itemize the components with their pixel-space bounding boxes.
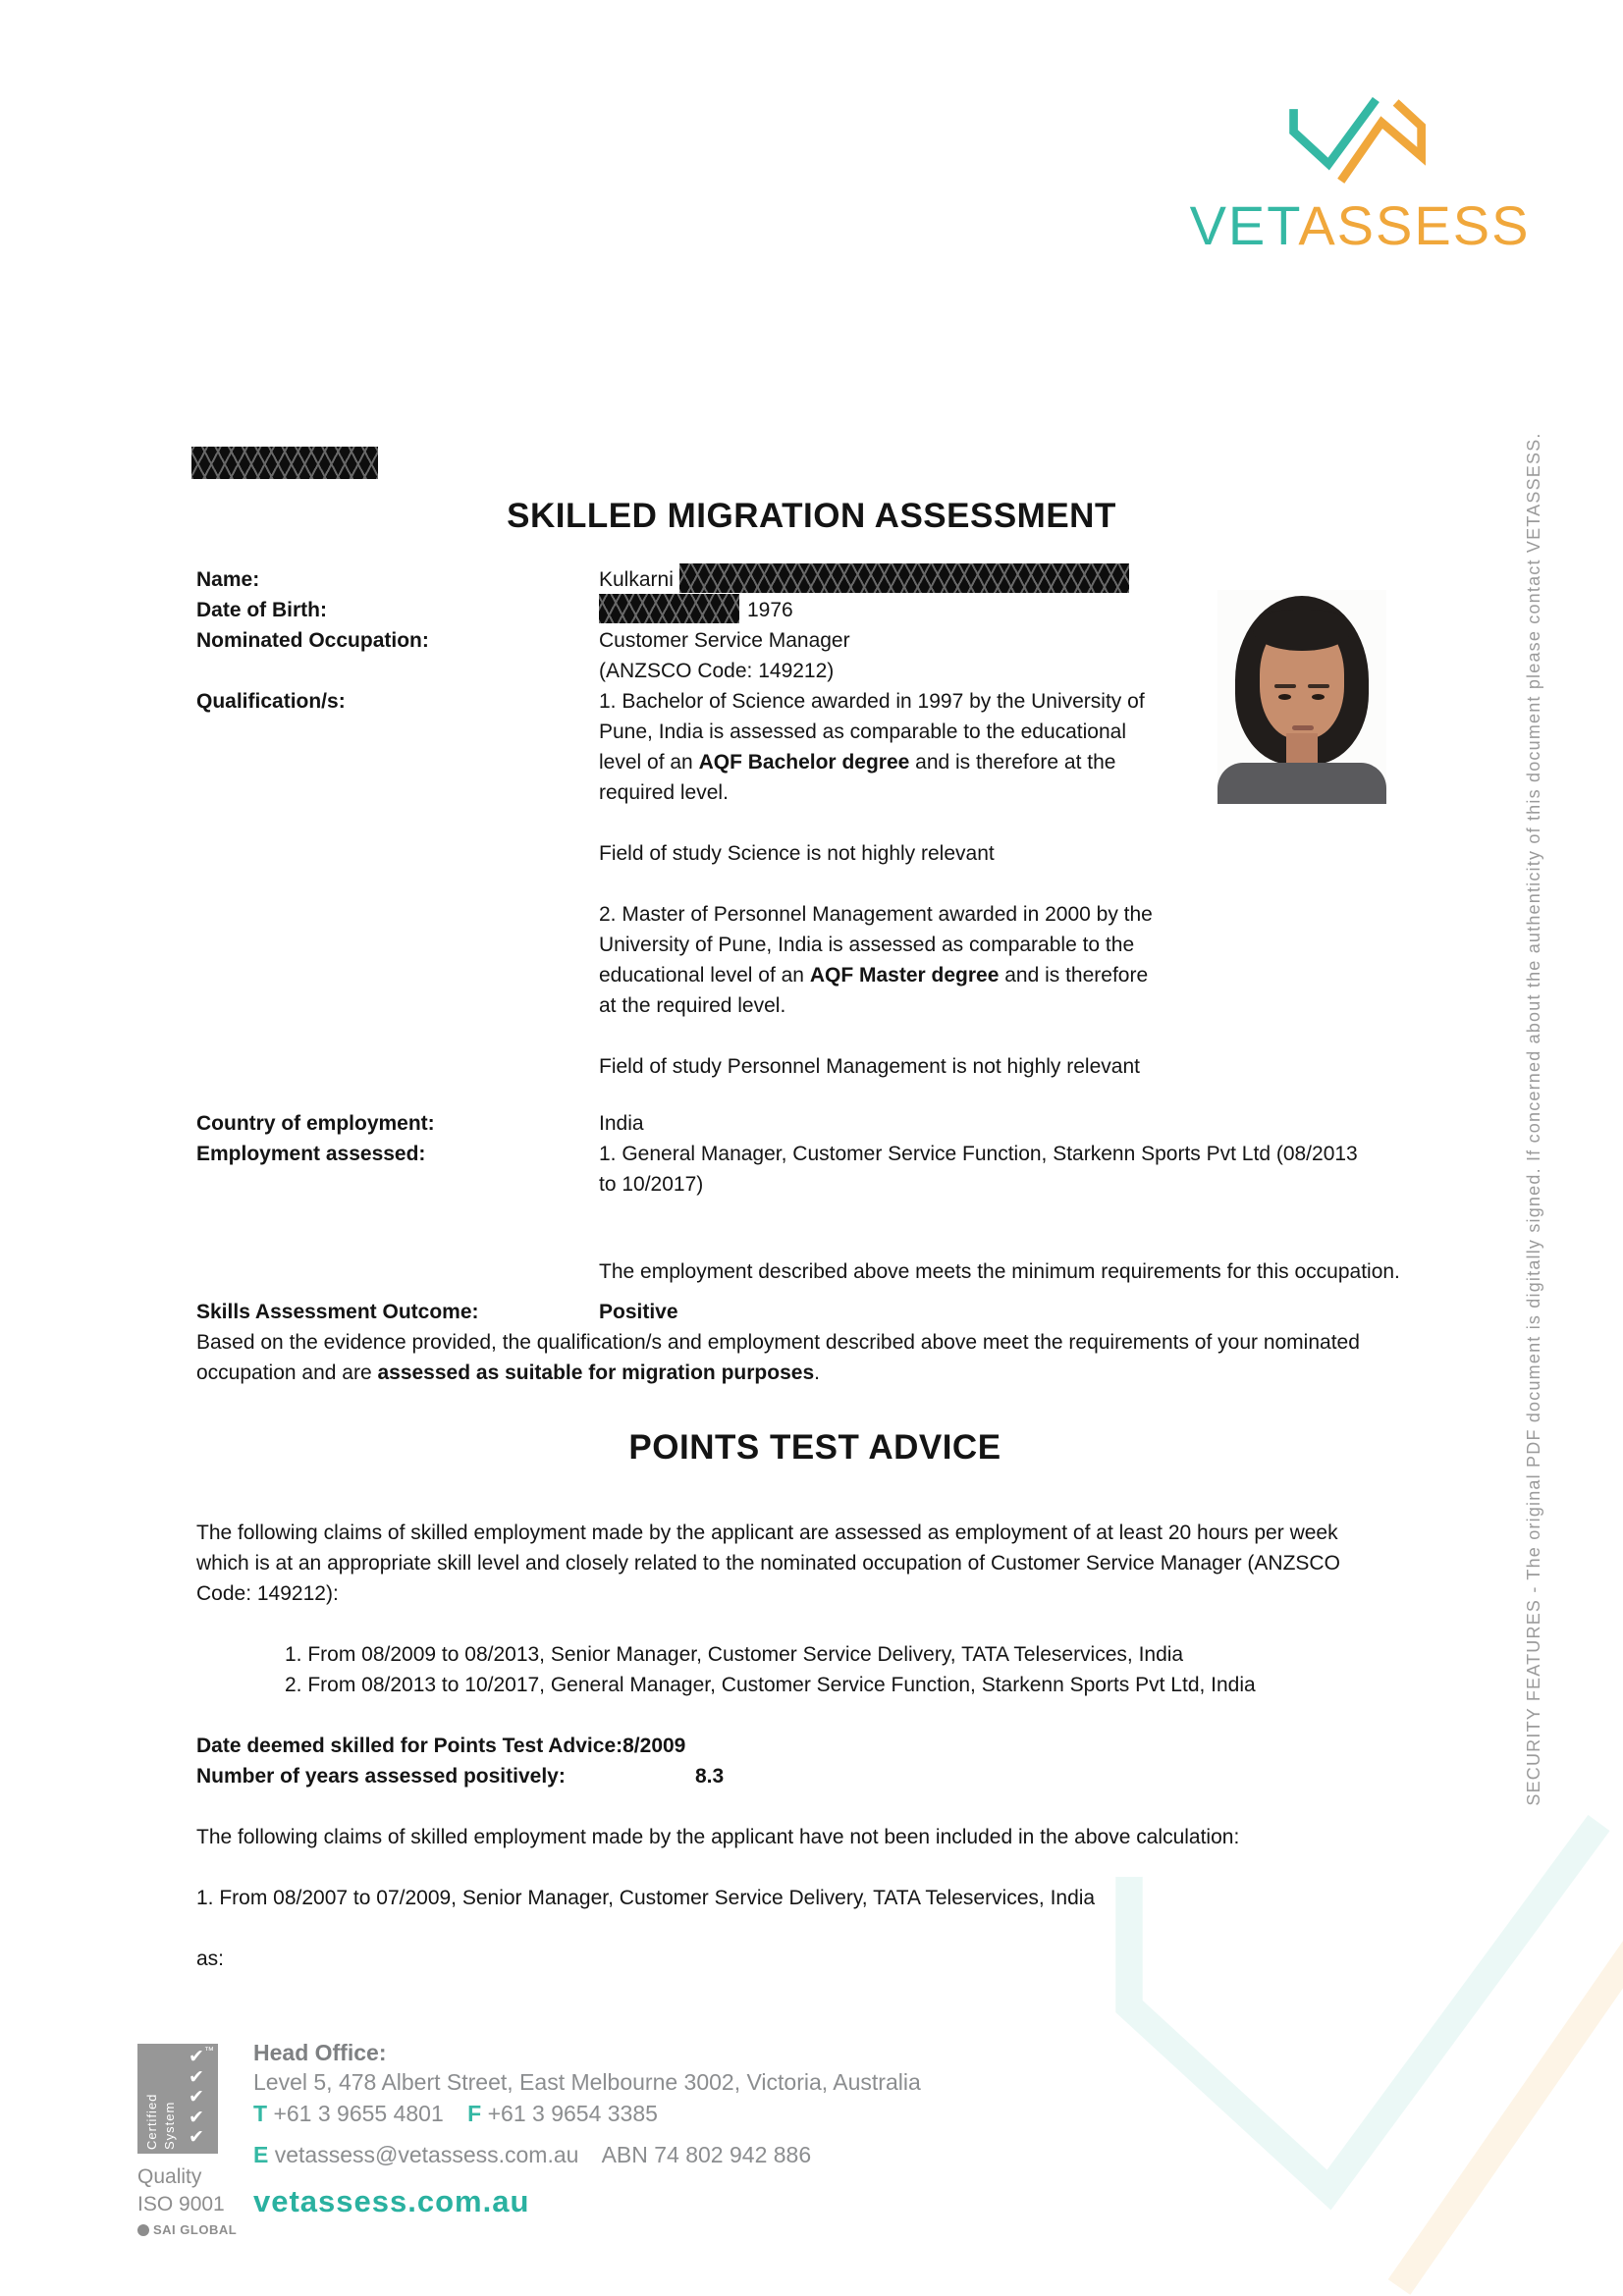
checkmarks-icon: ✔✔✔✔✔ — [189, 2047, 204, 2148]
field-row-country — [196, 1108, 1434, 1139]
redacted-name-bar — [679, 563, 1129, 593]
name-label: Name: — [196, 568, 260, 591]
head-office-address: Level 5, 478 Albert Street, East Melbourne 3002, Victoria, Australia — [253, 2069, 921, 2095]
dob-value-text: 1976 — [747, 599, 793, 621]
sai-global-label: SAI GLOBAL — [153, 2222, 238, 2237]
occupation-value — [599, 625, 1434, 686]
trailing-as-text: as: — [196, 1948, 225, 1970]
years-assessed-line — [196, 1761, 1434, 1791]
points-test-advice-title: POINTS TEST ADVICE — [628, 1428, 1001, 1467]
iso-9001-label: ISO 9001 — [137, 2193, 225, 2216]
outcome-label: Skills Assessment Outcome: — [196, 1301, 479, 1323]
employment-note: The employment described above meets the minimum requirements for this occupation. — [599, 1260, 1400, 1283]
field-row-name — [196, 564, 1434, 595]
vetassess-logo — [1163, 86, 1556, 256]
qualification-1-text-end: and is therefore at the required level. — [599, 751, 1116, 804]
field-row-employment — [196, 1139, 1434, 1287]
vetassess-logo-mark-icon — [1281, 86, 1438, 190]
qualification-value — [599, 686, 1434, 1082]
name-value — [599, 564, 1434, 595]
qualification-2-aqf-level: AQF Master degree — [809, 964, 1000, 987]
certified-system-mark — [137, 2044, 218, 2154]
occupation-title: Customer Service Manager — [599, 629, 850, 652]
qualification-1-field-note: Field of study Science is not highly relevant — [599, 842, 995, 865]
vetassess-wordmark — [1163, 194, 1556, 256]
qualification-2-field-note: Field of study Personnel Management is not highly relevant — [599, 1055, 1140, 1078]
field-row-dob — [196, 595, 1434, 625]
redacted-dob-bar — [599, 594, 739, 623]
phone-icon-letter: T — [253, 2101, 268, 2126]
qualification-label: Qualification/s: — [196, 690, 346, 713]
employment-claim: 1. General Manager, Customer Service Function, Starkenn Sports Pvt Ltd (08/2013 to 10/2017) — [599, 1143, 1358, 1196]
email-abn-line — [253, 2140, 921, 2169]
trademark-symbol: ™ — [204, 2046, 214, 2056]
website-url: vetassess.com.au — [253, 2184, 530, 2218]
name-value-text: Kulkarni — [599, 568, 674, 591]
iso-certification-badge — [137, 2044, 268, 2237]
occupation-anzsco-code: (ANZSCO Code: 149212) — [599, 660, 835, 682]
qualification-1-text: 1. Bachelor of Science awarded in 1997 by the University of Pune, India is assessed as comparable to the educational level of an — [599, 690, 1145, 774]
occupation-label: Nominated Occupation: — [196, 629, 429, 652]
assessment-body — [196, 564, 1434, 1974]
date-deemed-skilled-line — [196, 1731, 1434, 1761]
points-claim-item: 1. From 08/2009 to 08/2013, Senior Manager, Customer Service Delivery, TATA Teleservices, India — [285, 1643, 1184, 1666]
excluded-claims-intro: The following claims of skilled employment made by the applicant have not been included in the above calculation: — [196, 1826, 1240, 1848]
redacted-reference-bar — [191, 447, 378, 479]
qualification-1-aqf-level: AQF Bachelor degree — [698, 751, 910, 774]
points-claim-item: 2. From 08/2013 to 10/2017, General Manager, Customer Service Function, Starkenn Sports Pvt Ltd, India — [285, 1674, 1256, 1696]
years-assessed-label: Number of years assessed positively: — [196, 1765, 566, 1788]
date-deemed-skilled-value: 8/2009 — [622, 1735, 686, 1757]
phone-fax-line — [253, 2099, 921, 2128]
email-address: vetassess@vetassess.com.au — [274, 2142, 579, 2167]
country-label: Country of employment: — [196, 1112, 435, 1135]
date-deemed-skilled-label: Date deemed skilled for Points Test Advice: — [196, 1735, 623, 1757]
outcome-text: Based on the evidence provided, the qualification/s and employment described above meet the requirements of your nominated occupation and are — [196, 1331, 1360, 1384]
outcome-paragraph — [196, 1327, 1434, 1388]
certified-system-label: Certified System — [144, 2093, 177, 2150]
excluded-claim-item: 1. From 08/2007 to 07/2009, Senior Manager, Customer Service Delivery, TATA Teleservices, India — [196, 1887, 1096, 1909]
dob-value — [599, 595, 1434, 625]
country-value: India — [599, 1112, 644, 1135]
field-row-occupation — [196, 625, 1434, 686]
outcome-text-bold: assessed as suitable for migration purposes — [377, 1362, 815, 1384]
outcome-value: Positive — [599, 1301, 678, 1323]
document-title: SKILLED MIGRATION ASSESSMENT — [507, 497, 1116, 535]
fax-icon-letter: F — [467, 2101, 482, 2126]
points-intro: The following claims of skilled employment made by the applicant are assessed as employment of at least 20 hours per week which is at an appropriate skill level and closely related to the nominated occupation of Customer Service Manager (ANZSCO Code: 149212): — [196, 1522, 1340, 1605]
quality-label: Quality — [137, 2165, 202, 2188]
years-assessed-value: 8.3 — [695, 1765, 725, 1788]
sai-global-mark — [137, 2222, 265, 2237]
outcome-text-end: . — [814, 1362, 820, 1384]
qualification-2-text: 2. Master of Personnel Management awarded in 2000 by the University of Pune, India is assessed as comparable to the educational level of an — [599, 903, 1153, 987]
qualification-2-text-end: and is therefore at the required level. — [599, 964, 1149, 1017]
fax-number: +61 3 9654 3385 — [487, 2101, 658, 2126]
email-icon-letter: E — [253, 2142, 269, 2167]
points-claims-list — [196, 1639, 1434, 1700]
field-row-outcome — [196, 1297, 1434, 1327]
employment-label: Employment assessed: — [196, 1143, 426, 1165]
field-row-qualifications — [196, 686, 1434, 1082]
quality-iso-text — [137, 2163, 265, 2218]
head-office-label: Head Office: — [253, 2040, 387, 2065]
qualification-1 — [599, 686, 1154, 808]
wordmark-vet: VET — [1189, 194, 1299, 256]
wordmark-assess: ASSESS — [1298, 194, 1531, 256]
abn-number: ABN 74 802 942 886 — [601, 2142, 812, 2167]
employment-value — [599, 1139, 1434, 1287]
phone-number: +61 3 9655 4801 — [273, 2101, 444, 2126]
dob-label: Date of Birth: — [196, 599, 327, 621]
qualification-2 — [599, 899, 1154, 1021]
footer-contact-block — [253, 2038, 921, 2216]
sai-global-icon — [137, 2224, 149, 2236]
security-features-note: SECURITY FEATURES - The original PDF document is digitally signed. If concerned about the authenticity of this document please contact VETASSESS. — [1524, 432, 1543, 1806]
